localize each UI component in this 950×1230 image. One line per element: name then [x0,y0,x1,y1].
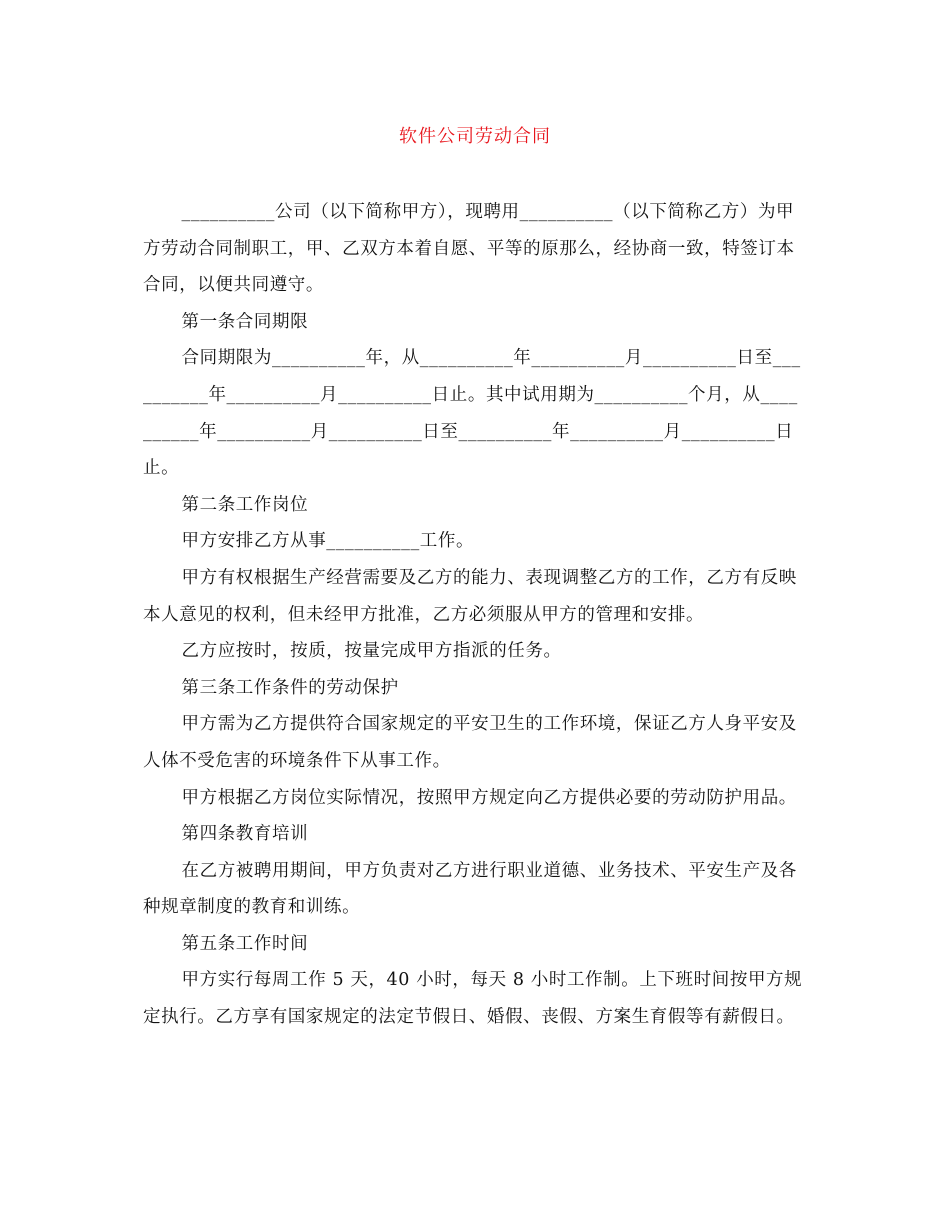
article-2-task-paragraph: 乙方应按时，按质，按量完成甲方指派的任务。 [181,641,562,662]
article-3-heading: 第三条工作条件的劳动保护 [181,677,399,698]
intro-paragraph: __________公司（以下简称甲方），现聘用__________（以下简称乙方）为甲方劳动合同制职工，甲、乙双方本着自愿、平等的原那么，经协商一致，特签订本合同，以便共同遵守。 [143,202,795,296]
document-title: 软件公司劳动合同 [399,126,551,147]
article-5-hours-paragraph: 甲方实行每周工作 5 天，40 小时，每天 8 小时工作制。上下班时间按甲方规定执行。乙方享有国家规定的法定节假日、婚假、丧假、方案生育假等有薪假日。 [143,970,803,1028]
article-1-heading: 第一条合同期限 [181,311,309,332]
article-4-heading: 第四条教育培训 [181,824,309,845]
document-body [143,194,803,1036]
article-2-adjustment-paragraph: 甲方有权根据生产经营需要及乙方的能力、表现调整乙方的工作，乙方有反映本人意见的权利，但未经甲方批准，乙方必须服从甲方的管理和安排。 [143,567,797,625]
article-2-position-paragraph: 甲方安排乙方从事__________工作。 [181,531,475,552]
article-1-term-paragraph: 合同期限为__________年，从__________年__________月__________日至__________年__________月__________日止。其中试用期为__________个月，从__________年__________月__________日至__________年__________月__________日止。 [143,348,801,479]
article-3-protection-paragraph: 甲方根据乙方岗位实际情况，按照甲方规定向乙方提供必要的劳动防护用品。 [181,787,797,808]
article-2-heading: 第二条工作岗位 [181,494,309,515]
article-3-environment-paragraph: 甲方需为乙方提供符合国家规定的平安卫生的工作环境，保证乙方人身平安及人体不受危害的环境条件下从事工作。 [143,714,797,771]
article-5-heading: 第五条工作时间 [181,933,309,954]
article-4-training-paragraph: 在乙方被聘用期间，甲方负责对乙方进行职业道德、业务技术、平安生产及各种规章制度的教育和训练。 [143,860,797,918]
